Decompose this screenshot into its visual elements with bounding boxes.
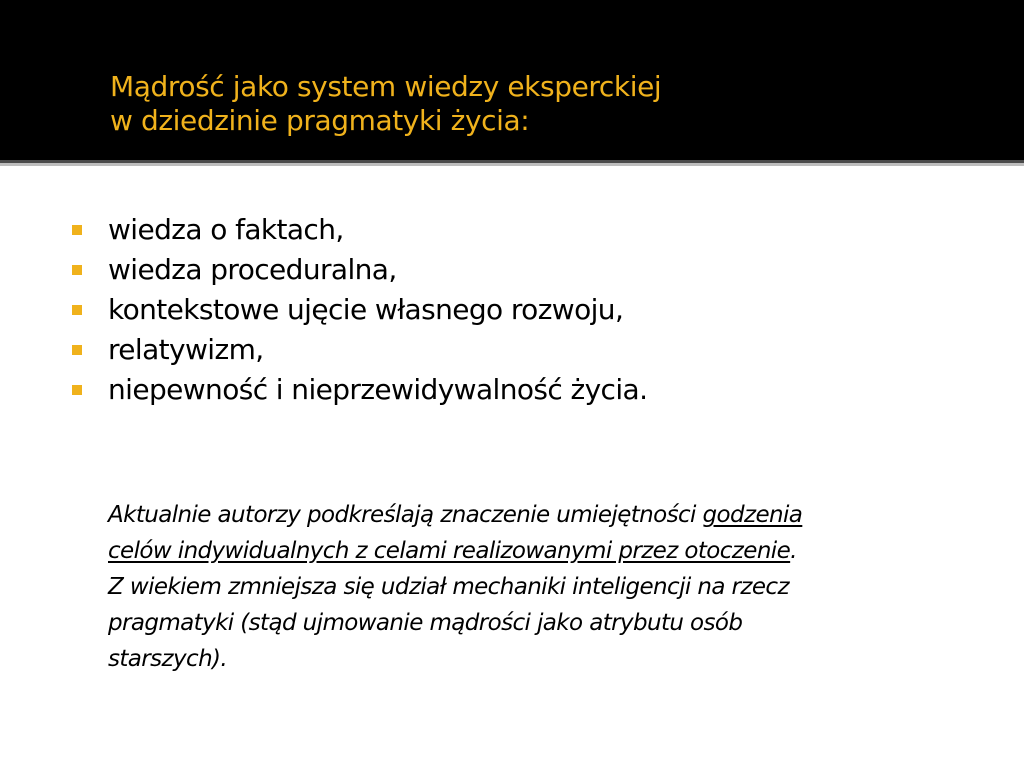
note-text-5: starszych). bbox=[108, 646, 228, 672]
bullet-item bbox=[72, 290, 647, 330]
square-bullet-icon bbox=[72, 345, 82, 355]
square-bullet-icon bbox=[72, 305, 82, 315]
slide-title bbox=[110, 70, 661, 138]
bullet-text: wiedza o faktach, bbox=[108, 213, 344, 246]
bullet-item bbox=[72, 370, 647, 410]
note-text-1: Aktualnie autorzy podkreślają znaczenie umiejętności bbox=[108, 502, 703, 528]
bullet-text: relatywizm, bbox=[108, 333, 264, 366]
note-underlined-1: godzenia bbox=[702, 502, 803, 528]
bullet-item bbox=[72, 330, 647, 370]
slide-title-line-2: w dziedzinie pragmatyki życia: bbox=[110, 104, 530, 137]
square-bullet-icon bbox=[72, 265, 82, 275]
note-text-3: Z wiekiem zmniejsza się udział mechaniki inteligencji na rzecz bbox=[108, 574, 789, 600]
bullet-text: kontekstowe ujęcie własnego rozwoju, bbox=[108, 293, 624, 326]
bullet-item bbox=[72, 250, 647, 290]
square-bullet-icon bbox=[72, 225, 82, 235]
note-text-4: pragmatyki (stąd ujmowanie mądrości jako atrybutu osób bbox=[108, 610, 743, 636]
square-bullet-icon bbox=[72, 385, 82, 395]
slide-title-line-1: Mądrość jako system wiedzy eksperckiej bbox=[110, 70, 662, 103]
bullet-text: niepewność i nieprzewidywalność życia. bbox=[108, 373, 648, 406]
italic-note bbox=[108, 497, 988, 677]
note-text-2: . bbox=[790, 538, 797, 564]
bullet-item bbox=[72, 210, 647, 250]
bullet-list bbox=[72, 210, 647, 410]
title-divider-light bbox=[0, 163, 1024, 166]
note-underlined-2: celów indywidualnych z celami realizowanymi przez otoczenie bbox=[108, 538, 791, 564]
bullet-text: wiedza proceduralna, bbox=[108, 253, 397, 286]
